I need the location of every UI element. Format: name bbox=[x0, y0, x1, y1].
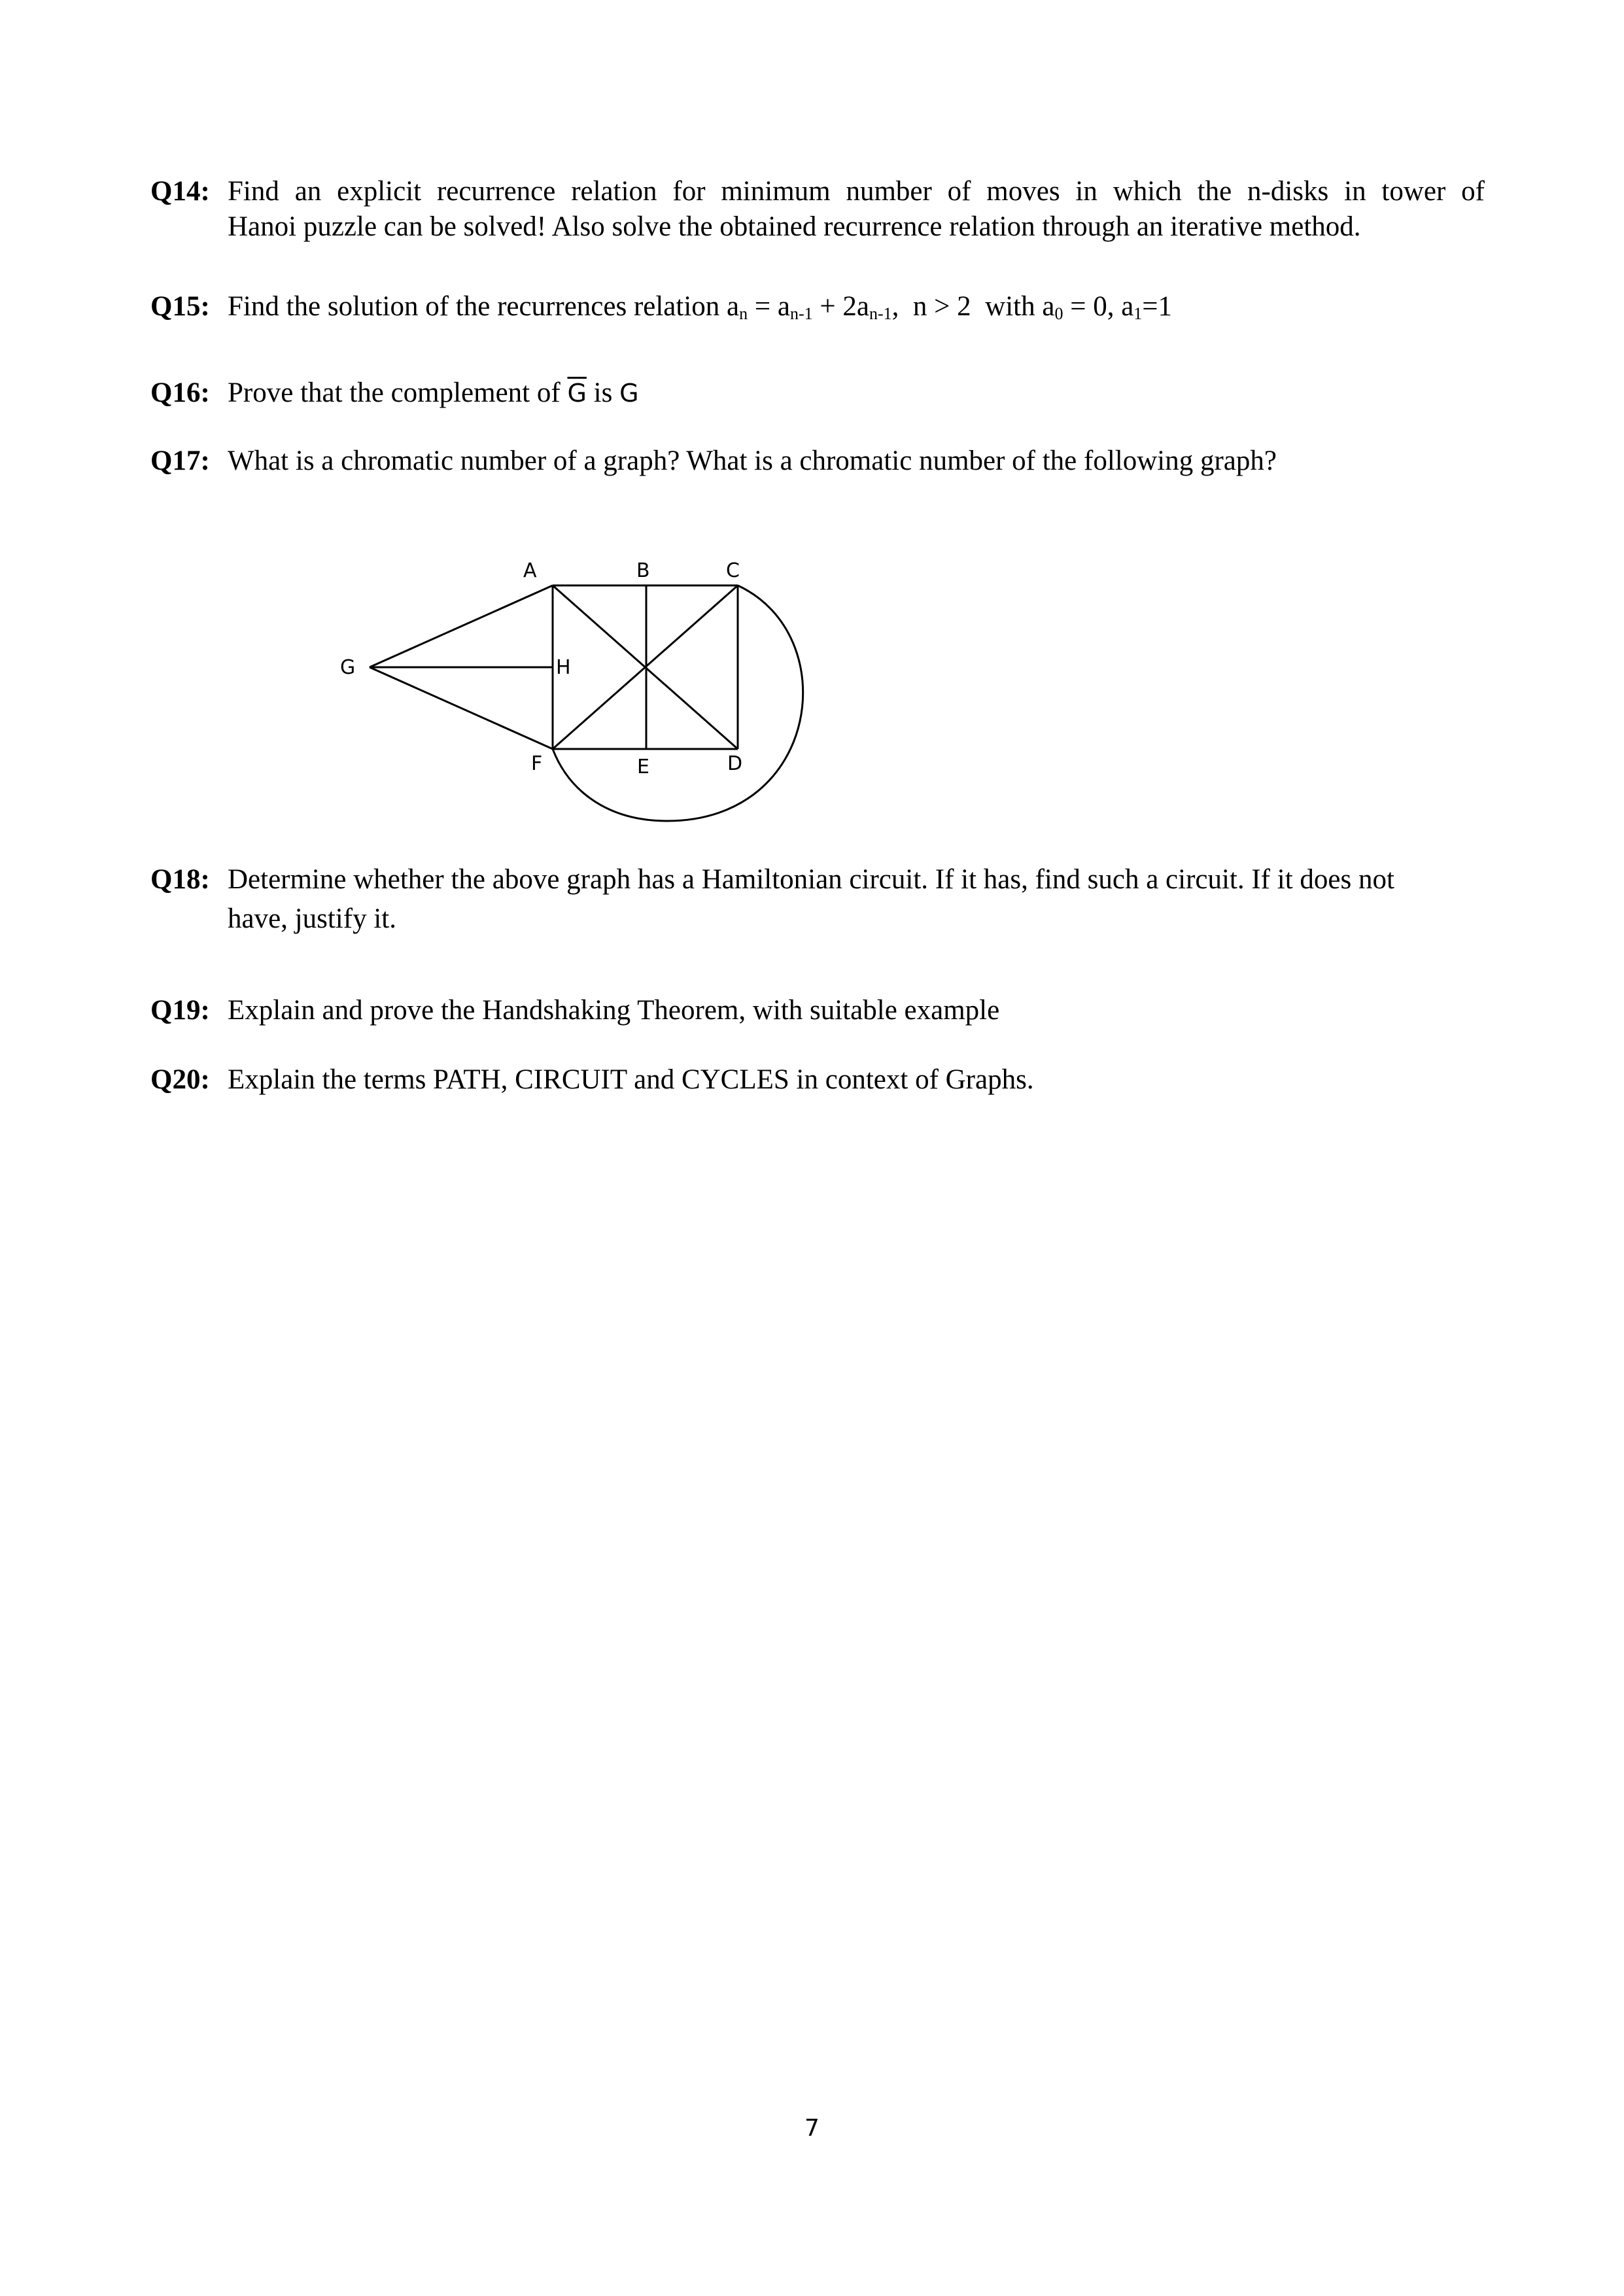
edge-g-a bbox=[370, 585, 553, 667]
question-q15 bbox=[150, 289, 1485, 324]
question-text: Explain and prove the Handshaking Theorem, with suitable example bbox=[228, 995, 1000, 1026]
edge-c-f-arc bbox=[553, 585, 803, 821]
question-q16 bbox=[150, 375, 1485, 411]
g-symbol: G bbox=[619, 379, 639, 408]
vertex-label-h: H bbox=[556, 656, 571, 679]
question-text: Prove that the complement of $\overline{G}$ is G bbox=[228, 377, 639, 408]
vertex-label-c: C bbox=[726, 559, 740, 582]
question-text-line1: Find an explicit recurrence relation for minimum number of moves in which the n-disks in tower of bbox=[228, 176, 1485, 207]
vertex-label-g: G bbox=[340, 656, 356, 679]
question-q14 bbox=[150, 174, 1485, 245]
question-label: Q19: bbox=[150, 995, 210, 1026]
question-text-line2: Hanoi puzzle can be solved! Also solve the obtained recurrence relation through an iterative method. bbox=[228, 211, 1361, 242]
question-q18 bbox=[150, 862, 1485, 941]
question-text: Explain the terms PATH, CIRCUIT and CYCLES in context of Graphs. bbox=[228, 1064, 1034, 1095]
edge-g-f bbox=[370, 667, 553, 749]
question-text-line1: Determine whether the above graph has a Hamiltonian circuit. If it has, find such a circuit. If it does not bbox=[228, 864, 1394, 895]
question-q17 bbox=[150, 444, 1485, 479]
question-text: What is a chromatic number of a graph? What is a chromatic number of the following graph? bbox=[228, 445, 1277, 476]
vertex-label-a: A bbox=[523, 559, 537, 582]
graph-figure bbox=[327, 549, 824, 837]
question-label: Q14: bbox=[150, 176, 210, 207]
question-text-line2: have, justify it. bbox=[228, 903, 396, 934]
g-complement-symbol: $\overline{G}$ bbox=[567, 379, 587, 408]
page-number: 7 bbox=[804, 2115, 820, 2142]
question-q19 bbox=[150, 993, 1485, 1028]
question-label: Q20: bbox=[150, 1064, 210, 1095]
question-q20 bbox=[150, 1062, 1485, 1098]
question-label: Q15: bbox=[150, 291, 210, 322]
question-label: Q18: bbox=[150, 864, 210, 895]
vertex-label-e: E bbox=[637, 756, 649, 778]
vertex-label-d: D bbox=[727, 752, 743, 775]
question-text: Find the solution of the recurrences relation $a_n = a_{n-1} + 2a_{n-1}$, n > 2 with $a_0 = 0$, $a_1=1$ bbox=[228, 291, 1173, 323]
question-label: Q16: bbox=[150, 377, 210, 408]
question-label: Q17: bbox=[150, 445, 210, 476]
vertex-label-b: B bbox=[636, 559, 650, 582]
vertex-label-f: F bbox=[531, 752, 543, 775]
